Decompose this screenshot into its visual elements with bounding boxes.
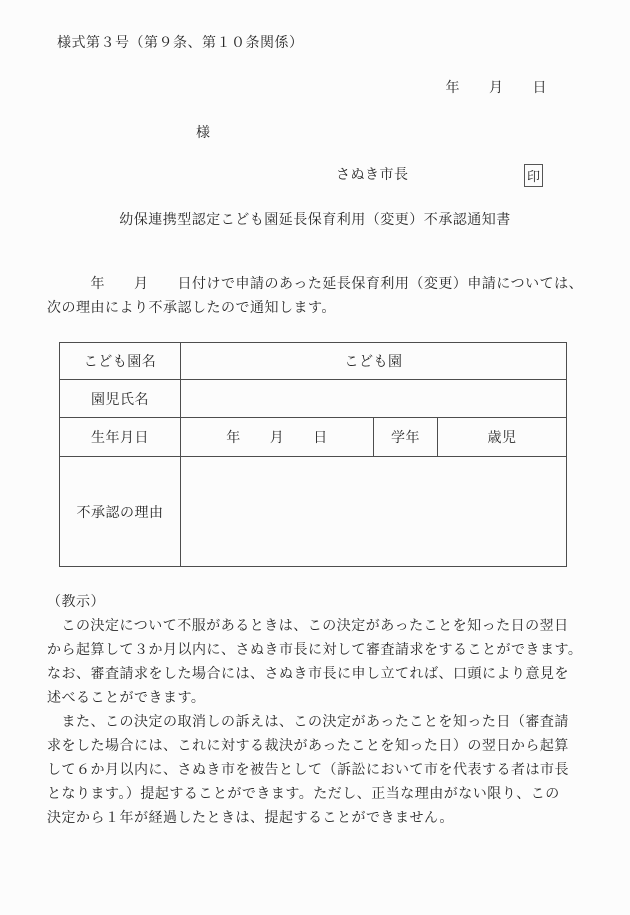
seal-label: 印 [526, 170, 540, 185]
cell-age-label: 歳児 [438, 418, 567, 457]
cell-value [181, 457, 567, 567]
table-row-child-name [60, 380, 567, 418]
intro-line: 次の理由により不承認したので通知します。 [47, 300, 336, 316]
document-title: 幼保連携型認定こども園延長保育利用（変更）不承認通知書 [119, 212, 511, 228]
cell-label: 生年月日 [60, 418, 181, 457]
legal-notice [47, 590, 587, 830]
cell-label: こども園名 [60, 343, 181, 380]
recipient-table [59, 342, 567, 567]
legal-notice-line: なお、審査請求をした場合には、さぬき市長に申し立てれば、口頭により意見を [47, 666, 569, 682]
legal-notice-line: 求をした場合には、これに対する裁決があったことを知った日）の翌日から起算 [47, 738, 569, 754]
form-number: 様式第３号（第９条、第１０条関係） [57, 35, 304, 51]
cell-value: こども園 [181, 343, 567, 380]
issue-date-line: 年 月 日 [445, 80, 547, 96]
legal-notice-line: から起算して３か月以内に、さぬき市長に対して審査請求をすることができます。 [47, 642, 583, 658]
table-row-reason [60, 457, 567, 567]
legal-notice-line: この決定について不服があるときは、この決定があったことを知った日の翌日 [47, 618, 569, 634]
intro-paragraph [47, 272, 587, 320]
legal-notice-heading: （教示） [47, 594, 105, 610]
cell-value [181, 380, 567, 418]
cell-label: 不承認の理由 [60, 457, 181, 567]
intro-line: 年 月 日付けで申請のあった延長保育利用（変更）申請については、 [47, 276, 584, 292]
table-row-kodomoen-name [60, 343, 567, 380]
mayor-name: さぬき市長 [336, 167, 409, 183]
legal-notice-line: また、この決定の取消しの訴えは、この決定があったことを知った日（審査請 [47, 714, 569, 730]
legal-notice-line: 決定から１年が経過したときは、提起することができません。 [47, 810, 454, 826]
legal-notice-line: して６か月以内に、さぬき市を被告として（訴訟において市を代表する者は市長 [47, 762, 569, 778]
addressee-suffix: 様 [196, 125, 211, 141]
legal-notice-line: となります。）提起することができます。ただし、正当な理由がない限り、この [47, 786, 560, 802]
table-row-birthdate [60, 418, 567, 457]
legal-notice-line: 述べることができます。 [47, 690, 206, 706]
cell-value: 年 月 日 [181, 418, 374, 457]
seal-box [524, 164, 543, 187]
cell-label: 園児氏名 [60, 380, 181, 418]
cell-grade-label: 学年 [374, 418, 438, 457]
